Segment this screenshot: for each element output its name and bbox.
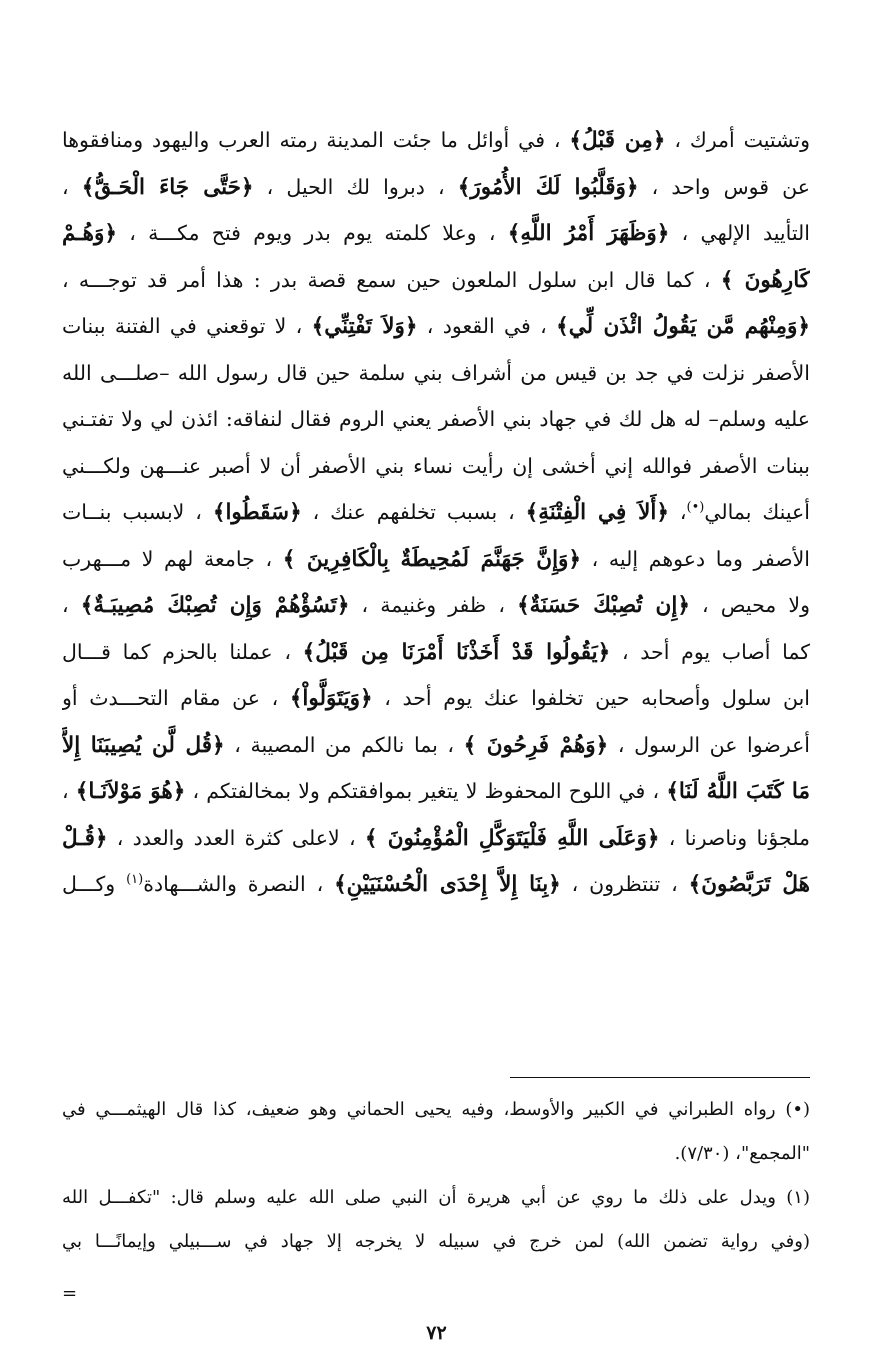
text-line (62, 489, 810, 536)
quran-quote: ﴿وَلاَ تَفْتِنِّي﴾ (311, 314, 418, 339)
text-run: عليه وسلم– له هل لك في جهاد بني الأصفر يعني الروم فقال لنفاقه: ائذن لي ولا تفتـني (62, 407, 810, 431)
quran-quote: كَارِهُونَ ﴾ (720, 267, 810, 293)
text-line (62, 396, 810, 443)
text-run: ببنات الأصفر فوالله إني أخشى إن رأيت نساء بني الأصفر أن لا أصبر عنـــهن ولكـــني (62, 453, 810, 478)
text-run: عن قوس واحد ، (638, 174, 810, 199)
text-run: أعينك بمالي (704, 500, 810, 524)
text-run: ، دبروا لك الحيل ، (253, 174, 458, 199)
quran-quote: ﴿وَإِنَّ جَهَنَّمَ لَمُحِيطَةٌ بِالْكَافِرِينَ ﴾ (282, 546, 582, 572)
footnote-line: (•) رواه الطبراني في الكبير والأوسط، وفيه يحيى الحماني وهو ضعيف، كذا قال الهيثمـــي في (62, 1099, 810, 1120)
quran-quote: ﴿وَقَلَّبُوا لَكَ الأُمُورَ﴾ (457, 174, 639, 200)
text-run: ، بما نالكم من المصيبة ، (224, 732, 464, 757)
text-run: كما أصاب يوم أحد ، (610, 639, 810, 664)
text-run: ، ظفر وغنيمة ، (349, 593, 518, 617)
text-run: ، لابسبب بنــات (62, 500, 213, 524)
text-run: ، (62, 779, 76, 803)
footnote-separator (510, 1077, 810, 1078)
text-run: وتشتيت أمرك ، (665, 128, 810, 152)
text-run: ، بسبب تخلفهم عنك ، (301, 500, 526, 524)
text-run: ، لا توقعني في الفتنة ببنات (62, 314, 312, 338)
quran-quote: ﴿وَعَلَى اللَّهِ فَلْيَتَوَكَّلِ الْمُؤْمِنُونَ ﴾ (364, 825, 660, 851)
text-run: ، عملنا بالحزم كما قـــال (62, 639, 303, 664)
footnote-line: "المجمع"، (٧/٣٠). (674, 1143, 810, 1164)
text-line (62, 210, 810, 257)
quran-quote: ﴿يَقُولُوا قَدْ أَخَذْنَا أَمْرَنَا مِن قَبْلُ﴾ (302, 639, 611, 665)
footnote-line: (١) ويدل على ذلك ما روي عن أبي هريرة أن النبي صلى الله عليه وسلم قال: "تكفـــل الله (62, 1187, 810, 1208)
text-run: ، في القعود ، (417, 314, 557, 338)
text-line (62, 536, 810, 583)
text-run: أعرضوا عن الرسول ، (608, 732, 810, 757)
quran-quote: ﴿وَمِنْهُم مَّن يَقُولُ ائْذَن لِّي﴾ (556, 314, 810, 339)
quran-quote: ﴿وَيَتَوَلَّواْ﴾ (289, 686, 373, 711)
text-line (62, 117, 810, 164)
text-run: ، (668, 500, 687, 524)
text-line (62, 443, 810, 490)
text-run: وكـــل (62, 872, 127, 896)
quran-quote: ﴿أَلاَ فِي الْفِتْنَةِ﴾ (525, 500, 669, 525)
text-run: ملجؤنا وناصرنا ، (659, 825, 810, 850)
main-text (62, 117, 810, 908)
text-run: ، في اللوح المحفوظ لا يتغير بموافقتكم ولا بمخالفتكم ، (185, 779, 667, 803)
quran-quote: ﴿سَقَطُوا﴾ (212, 500, 302, 525)
text-run: ، عن مقام التحـــدث أو (62, 686, 290, 710)
text-line (62, 675, 810, 722)
text-run: ولا محيص ، (689, 593, 810, 617)
quran-quote: ﴿وَهُمْ فَرِحُونَ ﴾ (463, 732, 609, 758)
quran-quote: مَا كَتَبَ اللَّهُ لَنَا﴾ (666, 779, 810, 804)
text-line (62, 257, 810, 304)
text-run: ، تنتظرون ، (560, 872, 689, 896)
text-run: التأييد الإلهي ، (669, 221, 810, 245)
text-run: الأصفر وما دعوهم إليه ، (581, 546, 810, 571)
quran-quote: ﴿حَتَّى جَاءَ الْحَـقُّ﴾ (81, 174, 254, 200)
text-run: ، كما قال ابن سلول الملعون حين سمع قصة بدر : هذا أمر قد توجـــه ، (62, 267, 721, 292)
text-run: ، في أوائل ما جئت المدينة رمته العرب واليهود ومنافقوها (62, 128, 570, 152)
quran-quote: ﴿قُـلْ (62, 825, 108, 851)
text-line (62, 350, 810, 397)
quran-quote: ﴿بِنَا إِلاَّ إِحْدَى الْحُسْنَيَيْنِ﴾ (334, 872, 561, 897)
text-run: الأصفر نزلت في جد بن قيس من أشراف بني سلمة حين قال رسول الله –صلـــى الله (62, 360, 810, 385)
quran-quote: هَلْ تَرَبَّصُونَ﴾ (688, 872, 810, 897)
quran-quote: ﴿وَظَهَرَ أَمْرُ اللَّهِ﴾ (507, 221, 670, 246)
text-line (62, 582, 810, 629)
text-run: ، وعلا كلمته يوم بدر ويوم فتح مكـــة ، (116, 221, 508, 245)
text-run: ، جامعة لهم لا مـــهرب (62, 546, 283, 571)
text-line (62, 861, 810, 908)
quran-quote: ﴿هُوَ مَوْلاَنَـا﴾ (75, 779, 186, 804)
continuation-mark: = (62, 1283, 78, 1304)
text-line (62, 722, 810, 769)
footnote-line: (وفي رواية تضمن الله) لمن خرج في سبيله لا يخرجه إلا جهاد في ســـبيلي وإيمانًـــا بي (62, 1231, 810, 1252)
text-run: ابن سلول وأصحابه حين تخلفوا عنك يوم أحد ، (372, 686, 810, 710)
text-run: ، (62, 593, 81, 617)
quran-quote: ﴿تَسُؤْهُمْ وَإِن تُصِبْكَ مُصِيبَـةٌ﴾ (80, 593, 350, 618)
text-line (62, 629, 810, 676)
footnotes (62, 1088, 810, 1264)
text-run: ، النصرة والشـــهادة (143, 872, 335, 896)
quran-quote: ﴿مِن قَبْلُ﴾ (569, 128, 666, 153)
text-run: ، (62, 174, 82, 199)
footnote-ref: (•) (686, 500, 705, 516)
text-run: ، لاعلى كثرة العدد والعدد ، (107, 825, 365, 850)
footnote-ref: (١) (126, 872, 144, 888)
quran-quote: ﴿إِن تُصِبْكَ حَسَنَةٌ﴾ (517, 593, 690, 618)
text-line (62, 815, 810, 862)
quran-quote: ﴿قُل لَّن يُصِيبَنَا إِلاَّ (62, 732, 225, 758)
text-line (62, 303, 810, 350)
page-number: ٧٢ (426, 1322, 447, 1344)
text-line (62, 768, 810, 815)
quran-quote: ﴿وَهُـمْ (62, 221, 117, 246)
text-line (62, 164, 810, 211)
